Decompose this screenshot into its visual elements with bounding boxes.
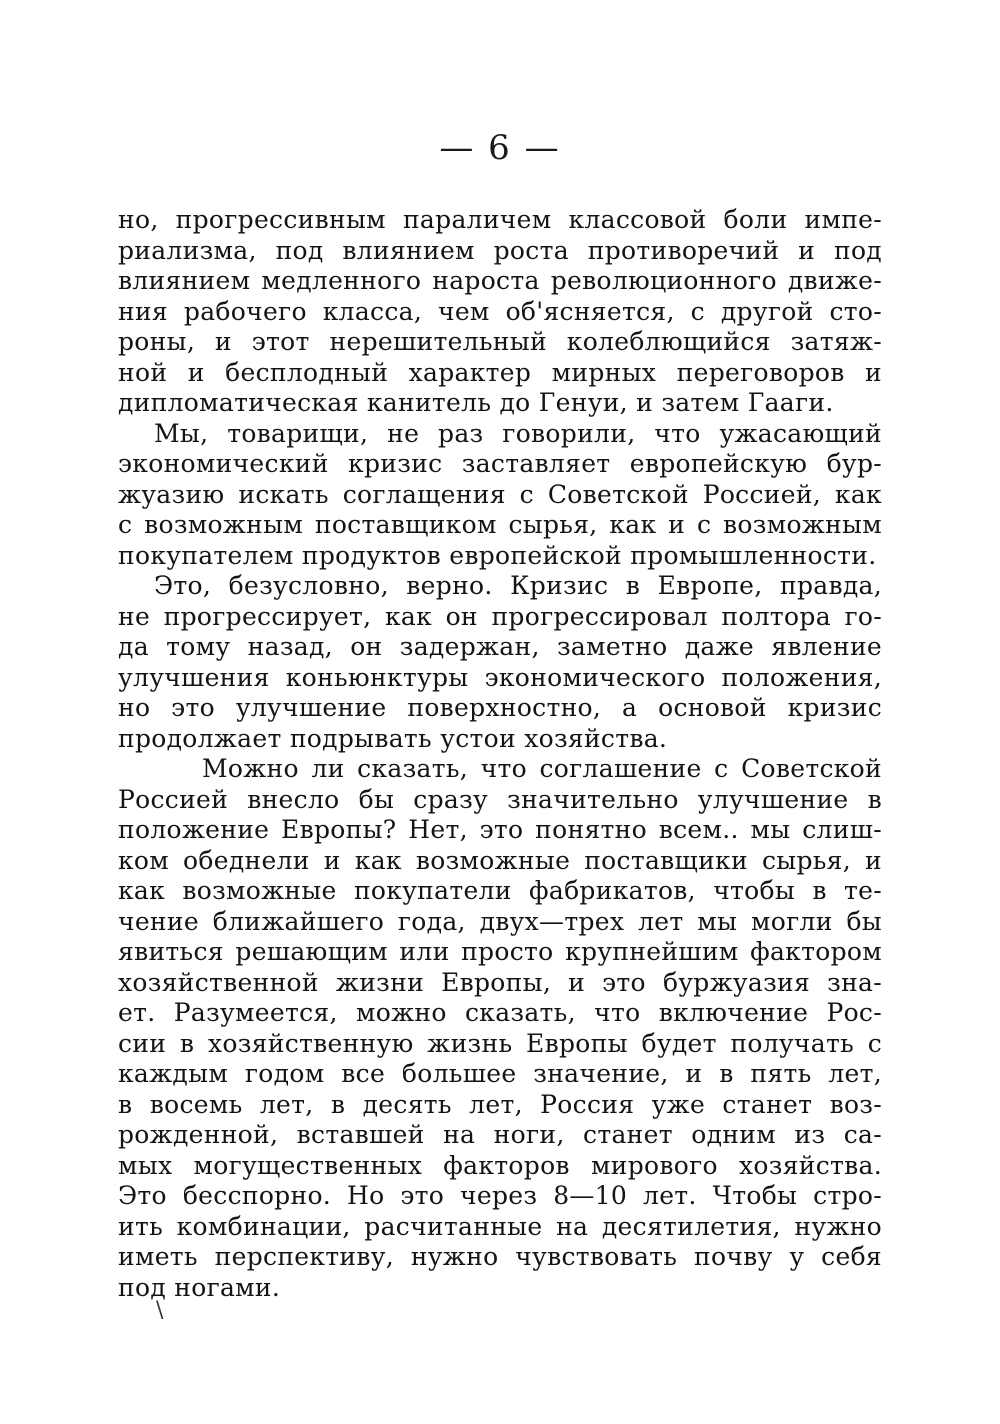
text-line: продолжает подрывать устои хозяйства. xyxy=(118,723,668,753)
text-line: улучшения коньюнктуры экономического положения, xyxy=(118,662,882,692)
text-line: не прогрессирует, как он прогрессировал полтора го- xyxy=(118,601,882,631)
page-number: — 6 — xyxy=(439,128,561,168)
text-line: сии в хозяйственную жизнь Европы будет получать с xyxy=(118,1028,882,1058)
text-line: Россией внесло бы сразу значительно улучшение в xyxy=(118,784,882,814)
text-line: Это бесспорно. Но это через 8—10 лет. Чтобы стро- xyxy=(118,1181,882,1210)
text-line: Мы, товарищи, не раз говорили, что ужасающий xyxy=(154,418,882,448)
text-line: иметь перспективу, нужно чувствовать почву у себя xyxy=(118,1242,882,1271)
text-line: рожденной, вставшей на ноги, станет одним из са- xyxy=(118,1120,882,1149)
text-line: мых могущественных факторов мирового хозяйства. xyxy=(118,1150,882,1180)
text-line: явиться решающим или просто крупнейшим фактором xyxy=(118,937,882,966)
text-line: чение ближайшего года, двух—трех лет мы могли бы xyxy=(118,906,882,936)
text-line: экономический кризис заставляет европейскую бур- xyxy=(118,449,882,478)
text-line: Это, безусловно, верно. Кризис в Европе, правда, xyxy=(154,571,882,600)
text-line: как возможные покупатели фабрикатов, чтобы в те- xyxy=(118,876,882,905)
text-line: жуазию искать соглащения с Советской Россией, как xyxy=(118,479,882,509)
text-line: ет. Разумеется, можно сказать, что включение Рос- xyxy=(118,998,882,1027)
text-line: каждым годом все большее значение, и в пять лет, xyxy=(118,1059,882,1088)
text-line: в восемь лет, в десять лет, Россия уже станет воз- xyxy=(118,1089,882,1119)
text-line: влиянием медленного нароста революционного движе- xyxy=(118,266,882,295)
text-line: Можно ли сказать, что соглашение с Советской xyxy=(202,754,882,783)
text-line: положение Европы? Нет, это понятно всем.. мы слиш- xyxy=(118,815,882,844)
text-line: покупателем продуктов европейской промышленности. xyxy=(118,540,877,570)
text-line: риализма, под влиянием роста противоречий и под xyxy=(118,235,882,265)
text-line: ком обеднели и как возможные поставщики сырья, и xyxy=(118,845,882,875)
text-line: ить комбинации, расчитанные на десятилетия, нужно xyxy=(118,1211,882,1241)
text-line: роны, и этот нерешительный колеблющийся затяж- xyxy=(118,327,882,356)
body-text xyxy=(118,205,882,1303)
stray-mark: \ xyxy=(156,1298,164,1323)
text-line: да тому назад, он задержан, заметно даже явление xyxy=(118,632,882,661)
text-line: ной и бесплодный характер мирных переговоров и xyxy=(118,357,882,387)
text-line: хозяйственной жизни Европы, и это буржуазия зна- xyxy=(118,967,882,997)
text-line: дипломатическая канитель до Генуи, и затем Гааги. xyxy=(118,388,834,417)
text-line: ния рабочего класса, чем об'ясняется, с другой сто- xyxy=(118,296,882,326)
text-line: с возможным поставщиком сырья, как и с возможным xyxy=(118,510,882,539)
text-line: но это улучшение поверхностно, а основой кризис xyxy=(118,693,882,722)
text-line: под ногами. xyxy=(118,1272,281,1302)
text-line: но, прогрессивным параличем классовой боли импе- xyxy=(118,205,882,234)
